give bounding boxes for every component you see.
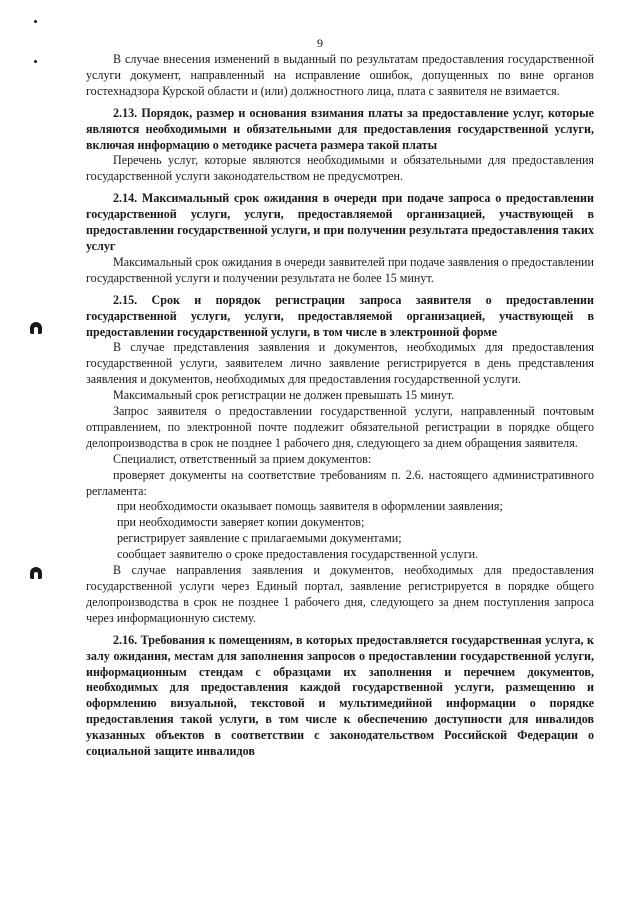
document-body	[86, 52, 594, 760]
section-heading: 2.16. Требования к помещениям, в которых предоставляется государственная услуга, к залу ожидания, местам для заполнения запросов о предоставлении государственной услуги, информационным стендам с образцами их заполнения и перечнем документов, необходимых для предоставления каждой государственной услуги, размещению и оформлению визуальной, текстовой и мультимедийной информации о порядке предоставления такой услуги, в том числе к обеспечению доступности для инвалидов указанных объектов в соответствии с законодательством Российской Федерации о социальной защите инвалидов	[86, 632, 594, 759]
paragraph: Перечень услуг, которые являются необходимыми и обязательными для предоставления государственной услуги законодательством не предусмотрен.	[86, 153, 594, 184]
section-heading: 2.13. Порядок, размер и основания взимания платы за предоставление услуг, которые являются необходимыми и обязательными для предоставления государственной услуги, включая информацию о методике расчета размера такой платы	[86, 105, 594, 152]
paragraph: проверяет документы на соответствие требованиям п. 2.6. настоящего административного регламента:	[86, 467, 594, 498]
paragraph: В случае направления заявления и документов, необходимых для предоставления государственной услуги через Единый портал, заявление регистрируется в порядке общего делопроизводства в срок не позднее 1 рабочего дня, следующего за днем поступления запроса через информационную систему.	[86, 563, 594, 625]
paragraph: В случае внесения изменений в выданный по результатам предоставления государственной услуги документ, направленный на исправление ошибок, допущенных по вине органов гостехнадзора Курской области и (или) должностного лица, плата с заявителя не взимается.	[86, 52, 594, 98]
paragraph: Максимальный срок регистрации не должен превышать 15 минут.	[113, 388, 455, 403]
paragraph: Специалист, ответственный за прием документов:	[113, 451, 372, 466]
list-item: при необходимости оказывает помощь заявителя в оформлении заявления;	[117, 499, 503, 514]
section-heading: 2.15. Срок и порядок регистрации запроса заявителя о предоставлении государственной услуги, услуги, предоставляемой организацией, участвующей в предоставлении государственной услуги, в том числе в электронной форме	[86, 292, 594, 339]
list-item: регистрирует заявление с прилагаемыми документами;	[117, 531, 402, 546]
list-item: при необходимости заверяет копии документов;	[117, 515, 365, 530]
page-number: 9	[317, 36, 323, 50]
paragraph: В случае представления заявления и документов, необходимых для предоставления государственной услуги, заявителем лично заявление регистрируется в день представления заявления и документов, необходимых для предоставления государственной услуги.	[86, 340, 594, 387]
binder-hole-lower	[30, 567, 42, 579]
punch-mark-middle	[34, 60, 37, 63]
paragraph: Максимальный срок ожидания в очереди заявителей при подаче заявления о предоставлении государственной услуги и получении результата не более 15 минут.	[86, 254, 594, 285]
section-heading: 2.14. Максимальный срок ожидания в очереди при подаче запроса о предоставлении государственной услуги, услуги, предоставляемой организацией, участвующей в предоставлении государственной услуги, и при получении результата предоставления таких услуг	[86, 191, 594, 253]
list-item: сообщает заявителю о сроке предоставления государственной услуги.	[117, 547, 479, 562]
paragraph: Запрос заявителя о предоставлении государственной услуги, направленный почтовым отправлением, по электронной почте подлежит обязательной регистрации в порядке общего делопроизводства в срок не позднее 1 рабочего дня, следующего за днем обращения заявителя.	[86, 404, 594, 450]
punch-mark-top	[34, 20, 37, 23]
binder-hole-upper	[30, 322, 42, 334]
